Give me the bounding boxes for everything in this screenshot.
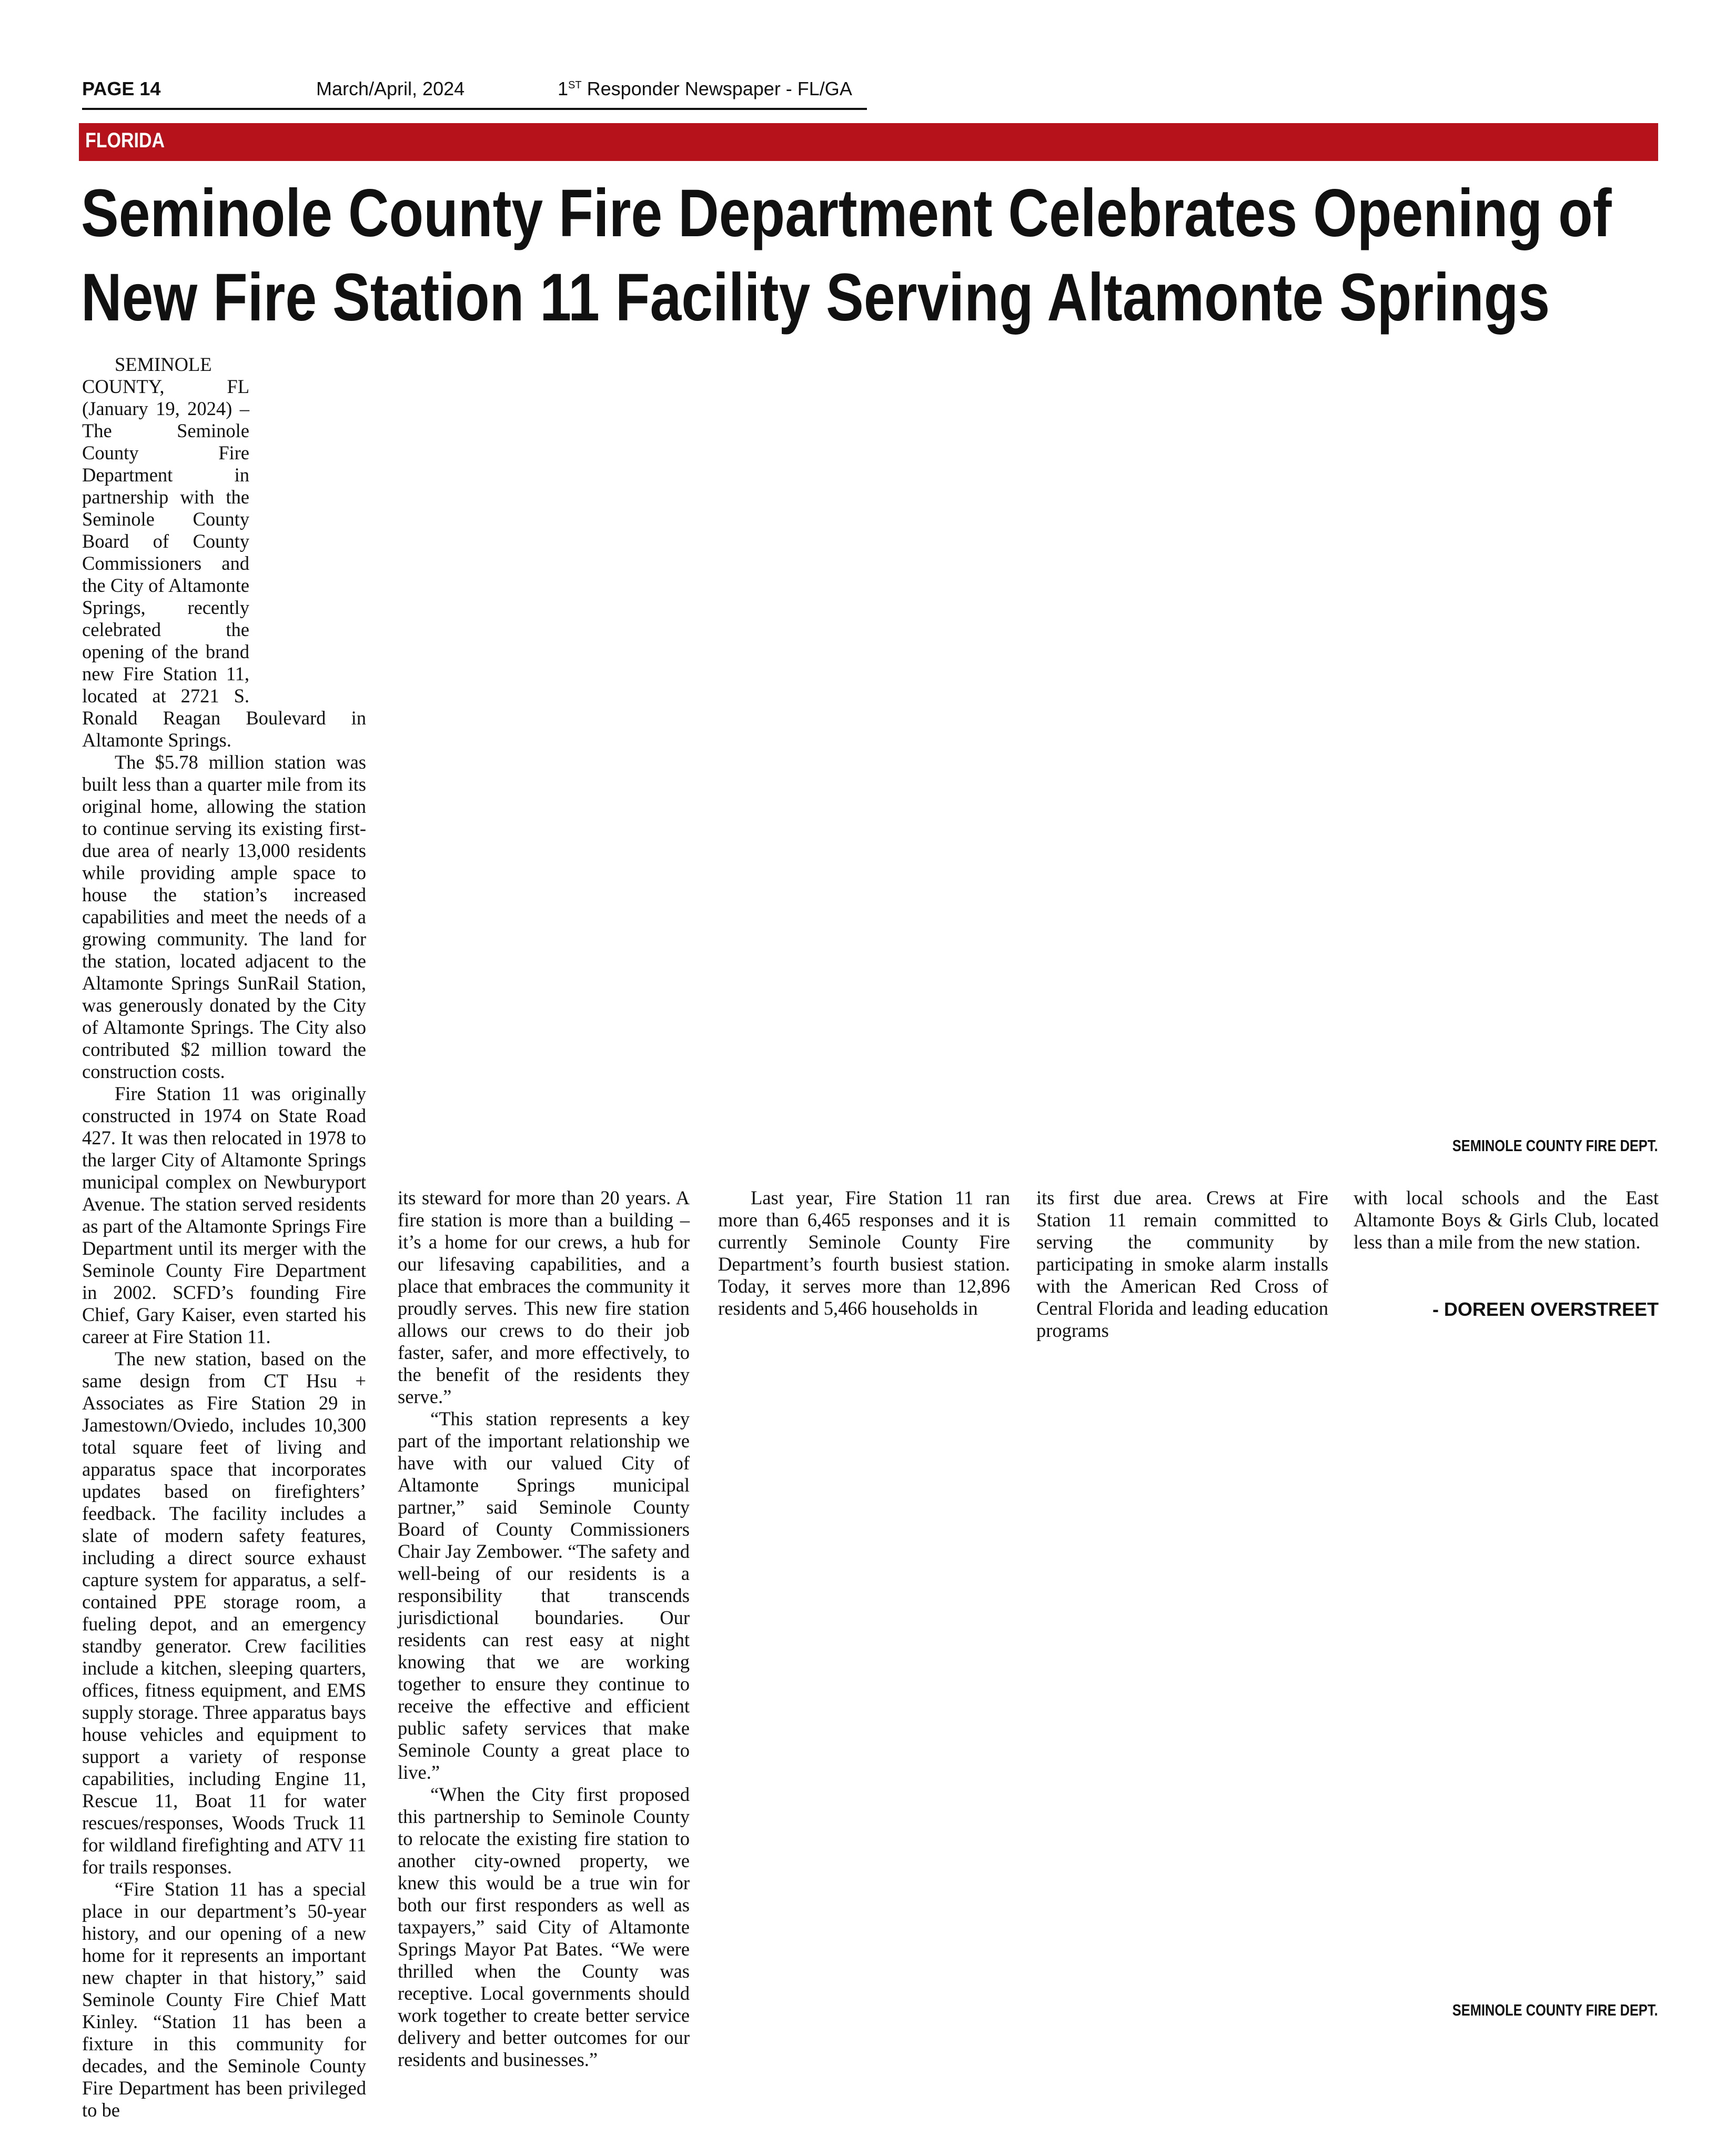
article-column-1 (82, 354, 366, 2121)
photo-credit-top: SEMINOLE COUNTY FIRE DEPT. (1452, 1136, 1658, 1155)
article-column-3 (718, 1187, 1010, 1319)
photo-top (395, 347, 1658, 1136)
image-wrap-space (249, 354, 366, 689)
photo-credit-bottom: SEMINOLE COUNTY FIRE DEPT. (1452, 2001, 1658, 2019)
publication-prefix: 1 (558, 78, 569, 99)
paragraph: Fire Station 11 was originally constructed in 1974 on State Road 427. It was then relocated in 1978 to the larger City of Altamonte Springs municipal complex on Newburyport Avenue. The station served residents as part of the Altamonte Springs Fire Department until its merger with the Seminole County Fire Department in 2002. SCFD’s founding Fire Chief, Gary Kaiser, even started his career at Fire Station 11. (82, 1083, 366, 1347)
photo-bottom (1354, 1336, 1658, 1989)
headline-line-2: New Fire Station 11 Facility Serving Altamonte Springs (81, 260, 1550, 335)
paragraph: The $5.78 million station was built less than a quarter mile from its original home, allowing the station to continue serving its existing first-due area of nearly 13,000 residents while providing ample space to house the station’s increased capabilities and meet the needs of a growing community. The land for the station, located adjacent to the Altamonte Springs SunRail Station, was generously donated by the City of Altamonte Springs. The City also contributed $2 million toward the construction costs. (82, 751, 366, 1082)
paragraph: its steward for more than 20 years. A fire station is more than a building – it’s a home for our crews, a hub for our lifesaving capabilities, and a place that embraces the community it proudly serves. This new fire station allows our crews to do their job faster, safer, and more effectively, to the benefit of the residents they serve.” (398, 1187, 690, 1407)
headline (81, 172, 1612, 340)
publication-name (558, 78, 852, 100)
article-column-2 (398, 1187, 690, 2071)
paragraph: “This station represents a key part of the important relationship we have with our valued City of Altamonte Springs municipal partner,” said Seminole County Board of County Commissioners Chair Jay Zembower. “The safety and well-being of our residents is a responsibility that transcends jurisdictional boundaries. Our residents can rest easy at night knowing that we are working together to ensure they continue to receive the effective and efficient public safety services that make Seminole County a great place to live.” (398, 1408, 690, 1783)
page-number: PAGE 14 (82, 78, 161, 99)
paragraph: The new station, based on the same design from CT Hsu + Associates as Fire Station 29 in Jamestown/Oviedo, includes 10,300 total square feet of living and apparatus space that incorporates updates based on firefighters’ feedback. The facility includes a slate of modern safety features, including a direct source exhaust capture system for apparatus, a self-contained PPE storage room, a fueling depot, and an emergency standby generator. Crew facilities include a kitchen, sleeping quarters, offices, fitness equipment, and EMS supply storage. Three apparatus bays house vehicles and equipment to support a variety of response capabilities, including Engine 11, Rescue 11, Boat 11 for water rescues/responses, Woods Truck 11 for wildland firefighting and ATV 11 for trails responses. (82, 1348, 366, 1878)
paragraph: “When the City first proposed this partnership to Seminole County to relocate the existing fire station to another city-owned property, we knew this would be a true win for both our first responders as well as taxpayers,” said City of Altamonte Springs Mayor Pat Bates. “We were thrilled when the County was receptive. Local governments should work together to create better service delivery and better outcomes for our residents and businesses.” (398, 1784, 690, 2070)
paragraph: its first due area. Crews at Fire Station 11 remain committed to serving the community by participating in smoke alarm installs with the American Red Cross of Central Florida and leading education programs (1036, 1187, 1328, 1341)
issue-date: March/April, 2024 (316, 78, 465, 99)
paragraph: “Fire Station 11 has a special place in our department’s 50-year history, and our opening of a new home for it represents an important new chapter in that history,” said Seminole County Fire Chief Matt Kinley. “Station 11 has been a fixture in this community for decades, and the Seminole County Fire Department has been privileged to be (82, 1878, 366, 2121)
article-column-5 (1354, 1187, 1659, 1253)
section-band (79, 123, 1658, 161)
header-rule (82, 108, 867, 110)
paragraph: Last year, Fire Station 11 ran more than 6,465 responses and it is currently Seminole County Fire Department’s fourth busiest station. Today, it serves more than 12,896 residents and 5,466 households in (718, 1187, 1010, 1319)
publication-rest: Responder Newspaper - FL/GA (581, 78, 852, 99)
paragraph: with local schools and the East Altamonte Boys & Girls Club, located less than a mile from the new station. (1354, 1187, 1659, 1253)
byline: - DOREEN OVERSTREET (1432, 1298, 1659, 1320)
headline-line-1: Seminole County Fire Department Celebrates Opening of (81, 176, 1612, 251)
section-label: FLORIDA (85, 129, 165, 152)
paragraph: SEMINOLE COUNTY, FL (January 19, 2024) – The Seminole County Fire Department in partnership with the Seminole County Board of County Commissioners and the City of Altamonte Springs, recently celebrated the opening of the brand new Fire Station 11, located at 2721 S. Ronald Reagan Boulevard in Altamonte Springs. (82, 354, 366, 751)
publication-superscript: ST (568, 79, 582, 91)
article-column-4 (1036, 1187, 1328, 1342)
